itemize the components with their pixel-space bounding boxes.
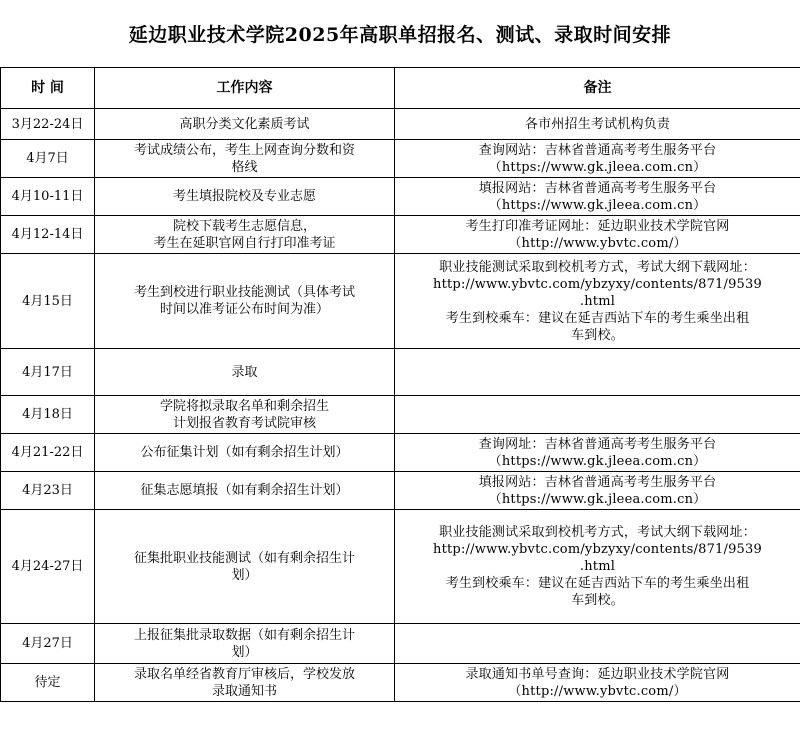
row-note [395,434,800,472]
note-line: 考生到校乘车：建议在延吉西站下车的考生乘坐出租 [445,576,750,591]
row-content [95,434,395,472]
schedule-table [0,67,800,702]
row-date: 4月10-11日 [1,178,95,216]
row-date: 4月15日 [1,254,95,349]
content-line: 录取通知书 [211,683,277,699]
note-line: （http://www.ybvtc.com/） [508,235,687,251]
row-date: 4月23日 [1,472,95,510]
content-line: 录取名单经省教育厅审核后，学校发放 [133,666,355,682]
row-content [95,472,395,510]
content-line: 上报征集批录取数据（如有剩余招生计 [133,627,355,643]
note-line: http://www.ybvtc.com/ybzyxy/contents/871/9539 [433,276,762,292]
note-line: .html [579,559,616,574]
row-date: 4月21-22日 [1,434,95,472]
note-line: 考生打印准考证网址：延边职业技术学院官网 [465,218,730,234]
table-row [1,664,800,702]
content-line: 考试成绩公布，考生上网查询分数和资 [133,142,355,158]
row-date: 4月17日 [1,349,95,396]
note-line: （https://www.gk.jleea.com.cn） [488,197,707,213]
note-line: 车到校。 [571,327,624,343]
document-title: 延边职业技术学院2025年高职单招报名、测试、录取时间安排 [128,24,672,46]
table-row [1,140,800,178]
row-content [95,396,395,434]
content-line: 时间以准考证公布时间为准） [159,302,329,317]
table-row [1,109,800,140]
note-line: .html [579,293,616,309]
row-date: 4月27日 [1,624,95,664]
row-note [395,140,800,178]
note-line: （https://www.gk.jleea.com.cn） [488,159,707,175]
row-content [95,216,395,254]
content-line: 计划报省教育考试院审核 [172,415,316,431]
note-line: 考生到校乘车：建议在延吉西站下车的考生乘坐出租 [445,310,750,326]
content-line: 公布征集计划（如有剩余招生计划） [140,445,349,460]
row-date: 待定 [1,664,95,702]
table-row [1,254,800,349]
note-line: （http://www.ybvtc.com/） [508,683,687,699]
note-line: 查询网站：吉林省普通高考考生服务平台 [478,142,717,158]
row-date: 4月18日 [1,396,95,434]
content-line: 考生到校进行职业技能测试（具体考试 [133,285,355,300]
table-row [1,396,800,434]
note-line: （https://www.gk.jleea.com.cn） [488,491,707,507]
row-content [95,349,395,396]
row-date: 3月22-24日 [1,109,95,140]
content-line: 录取 [231,364,258,380]
row-content [95,510,395,624]
header-time: 时 间 [1,68,95,109]
table-row [1,472,800,510]
content-line: 划） [231,644,258,660]
row-note [395,178,800,216]
row-note [395,109,800,140]
note-line: 填报网站：吉林省普通高考考生服务平台 [478,180,717,196]
table-row [1,510,800,624]
row-note [395,510,800,624]
row-note [395,216,800,254]
content-line: 征集志愿填报（如有剩余招生计划） [140,483,349,498]
row-note [395,664,800,702]
content-line: 划） [231,567,258,583]
row-content [95,664,395,702]
row-content [95,254,395,349]
content-line: 考生在延职官网自行打印准考证 [153,235,336,251]
note-line: 职业技能测试采取到校机考方式，考试大纲下载网址： [439,259,756,275]
note-line: 各市州招生考试机构负责 [524,116,671,132]
note-line: （https://www.gk.jleea.com.cn） [488,453,707,469]
note-line: 查询网址：吉林省普通高考考生服务平台 [478,436,717,452]
content-line: 征集批职业技能测试（如有剩余招生计 [133,550,355,566]
content-line: 学院将拟录取名单和剩余招生 [159,398,329,414]
row-note [395,254,800,349]
row-content [95,624,395,664]
content-line: 高职分类文化素质考试 [179,116,310,132]
note-line: 填报网站：吉林省普通高考考生服务平台 [478,474,717,490]
row-content [95,178,395,216]
table-row [1,624,800,664]
header-content: 工作内容 [95,68,395,109]
row-date: 4月7日 [1,140,95,178]
table-row [1,349,800,396]
header-note: 备注 [395,68,800,109]
row-content [95,140,395,178]
content-line: 考生填报院校及专业志愿 [172,189,316,204]
note-line: http://www.ybvtc.com/ybzyxy/contents/871/9539 [433,542,762,557]
note-line: 职业技能测试采取到校机考方式，考试大纲下载网址： [439,525,756,540]
table-header-row [1,68,800,109]
table-row [1,434,800,472]
note-line: 录取通知书单号查询：延边职业技术学院官网 [465,666,730,682]
content-line: 院校下载考生志愿信息， [172,218,316,234]
row-note [395,396,800,434]
note-line: 车到校。 [571,593,624,608]
table-body [1,109,800,702]
row-note [395,349,800,396]
content-line: 格线 [231,159,258,175]
row-date: 4月24-27日 [1,510,95,624]
row-note [395,472,800,510]
row-date: 4月12-14日 [1,216,95,254]
table-row [1,178,800,216]
row-note [395,624,800,664]
table-row [1,216,800,254]
row-content [95,109,395,140]
